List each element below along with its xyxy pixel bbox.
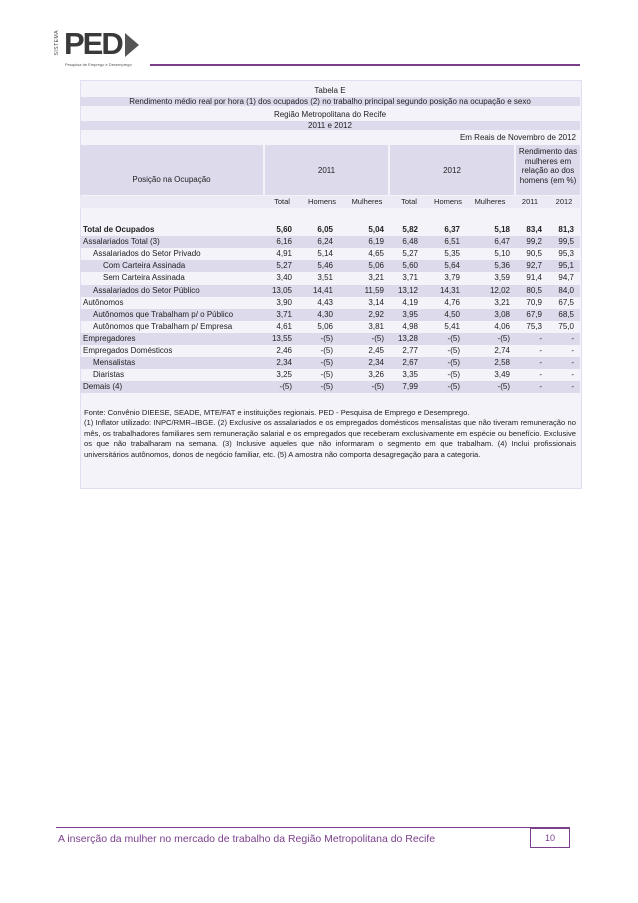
row-value: 80,5 — [526, 285, 542, 295]
row-value: 3,14 — [368, 297, 384, 307]
row-value: -(5) — [447, 382, 460, 392]
table-period: 2011 e 2012 — [80, 121, 580, 130]
row-value: 67,5 — [558, 297, 574, 307]
row-value: - — [539, 358, 542, 368]
row-value: 2,45 — [368, 346, 384, 355]
row-label: Assalariados Total (3) — [83, 237, 160, 247]
row-value: 11,59 — [364, 285, 384, 295]
row-value: 70,9 — [526, 297, 542, 307]
row-value: 3,95 — [402, 309, 418, 319]
row-value: 5,46 — [317, 261, 333, 271]
row-value: 75,3 — [526, 321, 542, 331]
row-value: 75,0 — [558, 321, 574, 331]
row-value: 4,06 — [494, 321, 510, 331]
subheader-cell: Total — [401, 197, 417, 206]
row-value: 3,21 — [494, 297, 510, 307]
row-value: 4,98 — [402, 321, 418, 331]
row-value: -(5) — [447, 333, 460, 343]
row-value: 5,04 — [368, 225, 384, 234]
row-value: 4,61 — [276, 321, 292, 331]
ped-logo — [54, 28, 154, 68]
row-value: 3,90 — [276, 297, 292, 307]
table-row — [80, 272, 580, 284]
row-value: -(5) — [447, 346, 460, 355]
row-value: 99,2 — [526, 237, 542, 247]
row-label: Demais (4) — [83, 382, 123, 392]
subheader-cell: 2011 — [521, 197, 539, 206]
logo-vertical-text: SISTEMA — [54, 30, 60, 56]
row-value: 81,3 — [558, 225, 574, 234]
row-value: 6,51 — [444, 237, 460, 247]
row-value: 5,18 — [494, 225, 510, 234]
row-value: - — [571, 358, 574, 368]
row-value: 2,74 — [494, 346, 510, 355]
row-value: 12,02 — [489, 285, 510, 295]
row-value: 3,21 — [368, 273, 384, 283]
row-label: Diaristas — [93, 370, 125, 380]
row-label: Sem Carteira Assinada — [103, 273, 185, 283]
table-row — [80, 381, 580, 393]
row-value: -(5) — [320, 346, 333, 355]
row-value: 6,19 — [368, 237, 384, 247]
table-title: Rendimento médio real por hora (1) dos ocupados (2) no trabalho principal segundo posição na ocupação e sexo — [80, 97, 580, 106]
table-row — [80, 285, 580, 297]
subheader-cell: Total — [274, 197, 290, 206]
row-value: 5,41 — [444, 321, 460, 331]
row-value: -(5) — [497, 333, 510, 343]
header-divider — [150, 64, 580, 66]
row-value: 99,5 — [558, 237, 574, 247]
header-position-cell — [80, 145, 263, 195]
subheader-cell: Mulheres — [351, 197, 383, 206]
table-row — [80, 357, 580, 369]
row-value: 2,77 — [402, 346, 418, 355]
row-value: - — [571, 333, 574, 343]
row-label: Com Carteira Assinada — [103, 261, 186, 271]
row-value: 68,5 — [558, 309, 574, 319]
row-value: 90,5 — [526, 249, 542, 259]
row-value: -(5) — [320, 333, 333, 343]
row-value: 5,10 — [494, 249, 510, 259]
row-value: 5,35 — [444, 249, 460, 259]
row-value: 92,7 — [526, 261, 542, 271]
row-value: - — [571, 382, 574, 392]
row-value: 3,51 — [317, 273, 333, 283]
row-value: -(5) — [497, 382, 510, 392]
row-value: 91,4 — [526, 273, 542, 283]
row-value: 5,14 — [317, 249, 333, 259]
row-value: -(5) — [447, 370, 460, 380]
note-details: (1) Inflator utilizado: INPC/RMR–IBGE. (2) Exclusive os assalariados e os empregados domésticos mensalistas que não tiveram remuneração no mês, os trabalhadores familiares sem remuneração salarial e os empregados que receberam exclusivamente em espécie ou benefício. Exclusive os que não trabalharam na semana. (3) Inclusive aqueles que não informaram o segmento em que trabalham. (4) Inclui profissionais universitários autônomos, donos de negócio familiar, etc. (5) A amostra não comporta desagregação para a categoria. — [84, 418, 576, 459]
row-value: 84,0 — [558, 285, 574, 295]
footer-text: A inserção da mulher no mercado de trabalho da Região Metropolitana do Recife — [58, 833, 436, 845]
table-row — [80, 369, 580, 381]
row-value: 7,99 — [402, 382, 418, 392]
row-value: 2,46 — [276, 346, 292, 355]
row-value: 2,34 — [276, 358, 292, 368]
row-value: 14,41 — [312, 285, 333, 295]
row-value: -(5) — [279, 382, 292, 392]
row-value: 4,65 — [368, 249, 384, 259]
row-value: 95,1 — [558, 261, 574, 271]
row-value: 5,27 — [402, 249, 418, 259]
row-value: 3,49 — [494, 370, 510, 380]
logo-subtitle: Pesquisa de Emprego e Desemprego — [65, 62, 132, 67]
row-value: 4,19 — [402, 297, 418, 307]
table-row — [80, 297, 580, 309]
table-unit: Em Reais de Novembro de 2012 — [459, 133, 576, 142]
footer-divider — [56, 827, 570, 828]
table-row — [80, 345, 580, 357]
row-value: 5,60 — [402, 261, 418, 271]
row-value: 3,79 — [444, 273, 460, 283]
row-value: 14,31 — [439, 285, 460, 295]
row-value: 3,40 — [276, 273, 292, 283]
row-value: - — [539, 346, 542, 355]
row-label: Empregadores — [83, 333, 136, 343]
row-value: 2,92 — [368, 309, 384, 319]
row-value: 6,24 — [317, 237, 333, 247]
subheader-cell: Mulheres — [474, 197, 506, 206]
table-row — [80, 260, 580, 272]
row-value: - — [571, 346, 574, 355]
row-label: Autônomos que Trabalham p/ Empresa — [93, 321, 233, 331]
row-label: Autônomos — [83, 297, 124, 307]
row-value: 13,55 — [271, 333, 292, 343]
row-value: 94,7 — [558, 273, 574, 283]
row-value: 5,27 — [276, 261, 292, 271]
logo-text: PED — [64, 26, 122, 61]
table-region: Região Metropolitana do Recife — [273, 110, 387, 119]
row-value: -(5) — [447, 358, 460, 368]
row-value: -(5) — [371, 333, 384, 343]
row-label: Total de Ocupados — [83, 225, 155, 234]
row-value: 3,81 — [368, 321, 384, 331]
row-label: Autônomos que Trabalham p/ o Público — [93, 309, 234, 319]
row-value: 3,25 — [276, 370, 292, 380]
row-value: 13,28 — [397, 333, 418, 343]
subheader-cell: Homens — [308, 197, 336, 206]
table-row — [80, 333, 580, 345]
row-value: 4,76 — [444, 297, 460, 307]
subheader-cell: 2012 — [555, 197, 573, 206]
row-value: 6,47 — [494, 237, 510, 247]
row-value: - — [539, 382, 542, 392]
row-value: 4,91 — [276, 249, 292, 259]
row-value: 6,05 — [317, 225, 333, 234]
row-value: 13,12 — [397, 285, 418, 295]
table-row — [80, 236, 580, 248]
row-value: 5,36 — [494, 261, 510, 271]
table-notes — [84, 408, 576, 460]
row-value: -(5) — [320, 382, 333, 392]
row-value: 83,4 — [526, 225, 542, 234]
row-value: 67,9 — [526, 309, 542, 319]
row-value: -(5) — [371, 382, 384, 392]
table-row — [80, 321, 580, 333]
row-value: 3,08 — [494, 309, 510, 319]
row-value: 95,3 — [558, 249, 574, 259]
row-value: 3,35 — [402, 370, 418, 380]
row-value: 3,71 — [402, 273, 418, 283]
header-2011: 2011 — [317, 166, 336, 175]
page-number: 10 — [530, 828, 570, 848]
header-2012: 2012 — [443, 166, 461, 175]
row-value: -(5) — [320, 370, 333, 380]
row-value: - — [571, 370, 574, 380]
row-value: 3,59 — [494, 273, 510, 283]
row-value: 13,05 — [271, 285, 292, 295]
logo-arrow-icon — [125, 33, 139, 57]
row-value: 4,50 — [444, 309, 460, 319]
subheader-cell: Homens — [434, 197, 462, 206]
header-ratio: Rendimento das mulheres em relação ao dos homens (em %) — [518, 147, 578, 185]
row-label: Empregados Domésticos — [83, 346, 173, 355]
row-value: 2,34 — [368, 358, 384, 368]
note-source: Fonte: Convênio DIEESE, SEADE, MTE/FAT e instituições regionais. PED - Pesquisa de Emprego e Desemprego. — [84, 408, 470, 417]
row-value: 6,48 — [402, 237, 418, 247]
row-value: 5,64 — [444, 261, 460, 271]
row-value: - — [539, 333, 542, 343]
row-value: 5,06 — [368, 261, 384, 271]
row-value: 6,37 — [444, 225, 460, 234]
header-position: Posição na Ocupação — [132, 175, 211, 184]
row-value: 4,30 — [317, 309, 333, 319]
row-value: - — [539, 370, 542, 380]
row-value: 3,26 — [368, 370, 384, 380]
row-label: Assalariados do Setor Público — [93, 285, 200, 295]
row-value: 3,71 — [276, 309, 292, 319]
row-label: Assalariados do Setor Privado — [93, 249, 201, 259]
table-row — [80, 224, 580, 236]
row-label: Mensalistas — [93, 358, 136, 368]
table-row — [80, 248, 580, 260]
row-value: 5,06 — [317, 321, 333, 331]
table-row — [80, 309, 580, 321]
row-value: 5,82 — [402, 225, 418, 234]
row-value: 5,60 — [276, 225, 292, 234]
row-value: 4,43 — [317, 297, 333, 307]
row-value: 6,16 — [276, 237, 292, 247]
table-label: Tabela E — [314, 86, 346, 95]
row-value: 2,58 — [494, 358, 510, 368]
row-value: -(5) — [320, 358, 333, 368]
row-value: 2,67 — [402, 358, 418, 368]
